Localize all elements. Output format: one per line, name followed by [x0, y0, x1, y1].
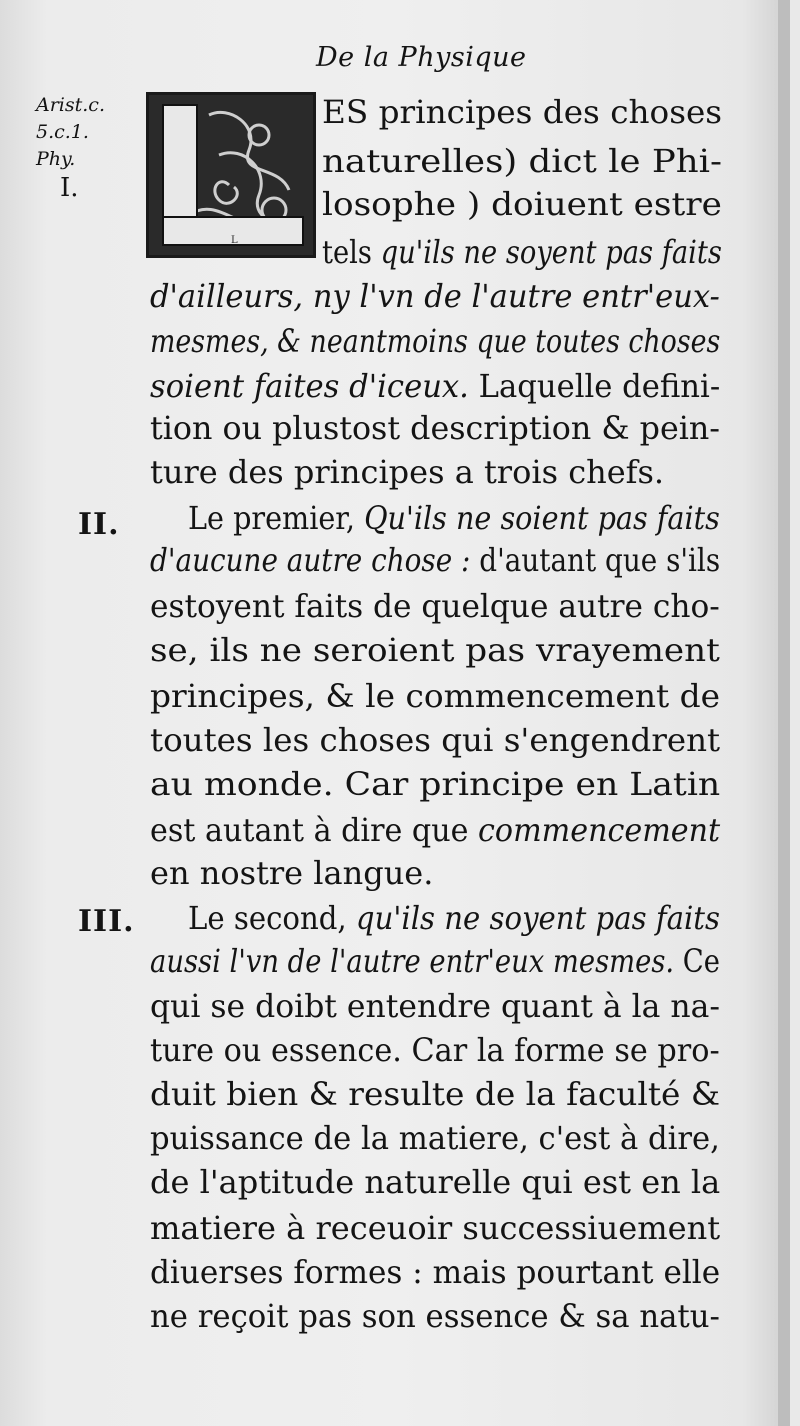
section-number-3: III.: [78, 904, 135, 939]
roman-text: Ce: [674, 942, 720, 980]
text-line: [150, 1075, 721, 1113]
text-line: [150, 677, 721, 715]
italic-text: mesmes, & neantmoins que toutes choses: [150, 322, 721, 360]
text-line: [150, 631, 720, 669]
text-line: [188, 499, 720, 537]
italic-text: d'aucune autre chose :: [150, 541, 471, 579]
side-ref-line: 5.c.1.: [36, 121, 89, 143]
roman-text: puissance de la matiere, c'est à dire,: [150, 1119, 720, 1157]
italic-text: qu'ils ne soyent pas faits: [380, 233, 722, 271]
decorated-initial-letter: [146, 92, 316, 258]
roman-text: ES principes des choses: [322, 93, 723, 131]
italic-text: d'ailleurs, ny l'vn de l'autre entr'eux-: [150, 277, 720, 315]
text-line: [150, 541, 721, 579]
side-ref-line: Arist.c.: [36, 94, 105, 116]
roman-text: ture des principes a trois chefs.: [150, 453, 665, 491]
text-line: [150, 765, 721, 803]
section-number-1: I.: [60, 173, 79, 203]
roman-text: duit bien & resulte de la faculté &: [150, 1075, 721, 1113]
side-ref-line: Phy.: [36, 148, 76, 170]
italic-text: qu'ils ne soyent pas faits: [355, 899, 720, 937]
section-number-2: II.: [78, 507, 120, 542]
text-line: [150, 1297, 720, 1335]
text-line: [150, 409, 720, 447]
italic-text: soient faites d'iceux.: [150, 367, 469, 405]
roman-text: tels: [322, 233, 381, 271]
roman-text: qui se doibt entendre quant à la na-: [150, 987, 720, 1025]
roman-text: estoyent faits de quelque autre cho-: [150, 587, 720, 625]
roman-text: matiere à receuoir successiuement: [150, 1209, 721, 1247]
roman-text: principes, & le commencement de: [150, 677, 721, 715]
text-line: [150, 1163, 721, 1201]
roman-text: tion ou plustost description & pein-: [150, 409, 720, 447]
text-line: [150, 587, 720, 625]
roman-text: de l'aptitude naturelle qui est en la: [150, 1163, 721, 1201]
roman-text: au monde. Car principe en Latin: [150, 765, 721, 803]
text-line: [150, 1209, 721, 1247]
roman-text: Le premier,: [188, 499, 365, 537]
roman-text: est autant à dire que: [150, 811, 479, 849]
text-line: [150, 1253, 721, 1291]
roman-text: en nostre langue.: [150, 854, 434, 892]
text-line: [150, 942, 720, 980]
roman-text: diuerses formes : mais pourtant elle: [150, 1253, 721, 1291]
roman-text: Laquelle defini-: [468, 367, 721, 405]
roman-text: se, ils ne seroient pas vrayement: [150, 631, 720, 669]
text-line: [150, 721, 721, 759]
roman-text: losophe ) doiuent estre: [322, 185, 722, 223]
text-line: [150, 1119, 720, 1157]
roman-text: ture ou essence. Car la forme se pro-: [150, 1031, 720, 1069]
italic-text: aussi l'vn de l'autre entr'eux mesmes.: [150, 942, 675, 980]
italic-text: Qu'ils ne soient pas faits: [364, 499, 720, 537]
text-line: [150, 277, 720, 315]
text-line: [150, 1031, 720, 1069]
text-line: [322, 142, 723, 180]
text-line: [322, 233, 722, 271]
text-line: [322, 93, 723, 131]
initial-letter-glyph: L: [231, 235, 238, 246]
text-line: [150, 453, 665, 491]
text-line: [150, 322, 721, 360]
roman-text: d'autant que s'ils: [470, 541, 721, 579]
roman-text: toutes les choses qui s'engendrent: [150, 721, 721, 759]
italic-text: commencement: [478, 811, 721, 849]
text-line: [150, 987, 720, 1025]
text-line: [188, 899, 720, 937]
roman-text: ne reçoit pas son essence & sa natu-: [150, 1297, 720, 1335]
text-line: [322, 185, 722, 223]
roman-text: Le second,: [188, 899, 356, 937]
page-edge: [778, 0, 790, 1426]
roman-text: naturelles) dict le Phi-: [322, 142, 723, 180]
running-head: De la Physique: [316, 42, 527, 73]
text-line: [150, 854, 434, 892]
text-line: [150, 811, 721, 849]
side-reference: [36, 92, 132, 202]
text-line: [150, 367, 721, 405]
